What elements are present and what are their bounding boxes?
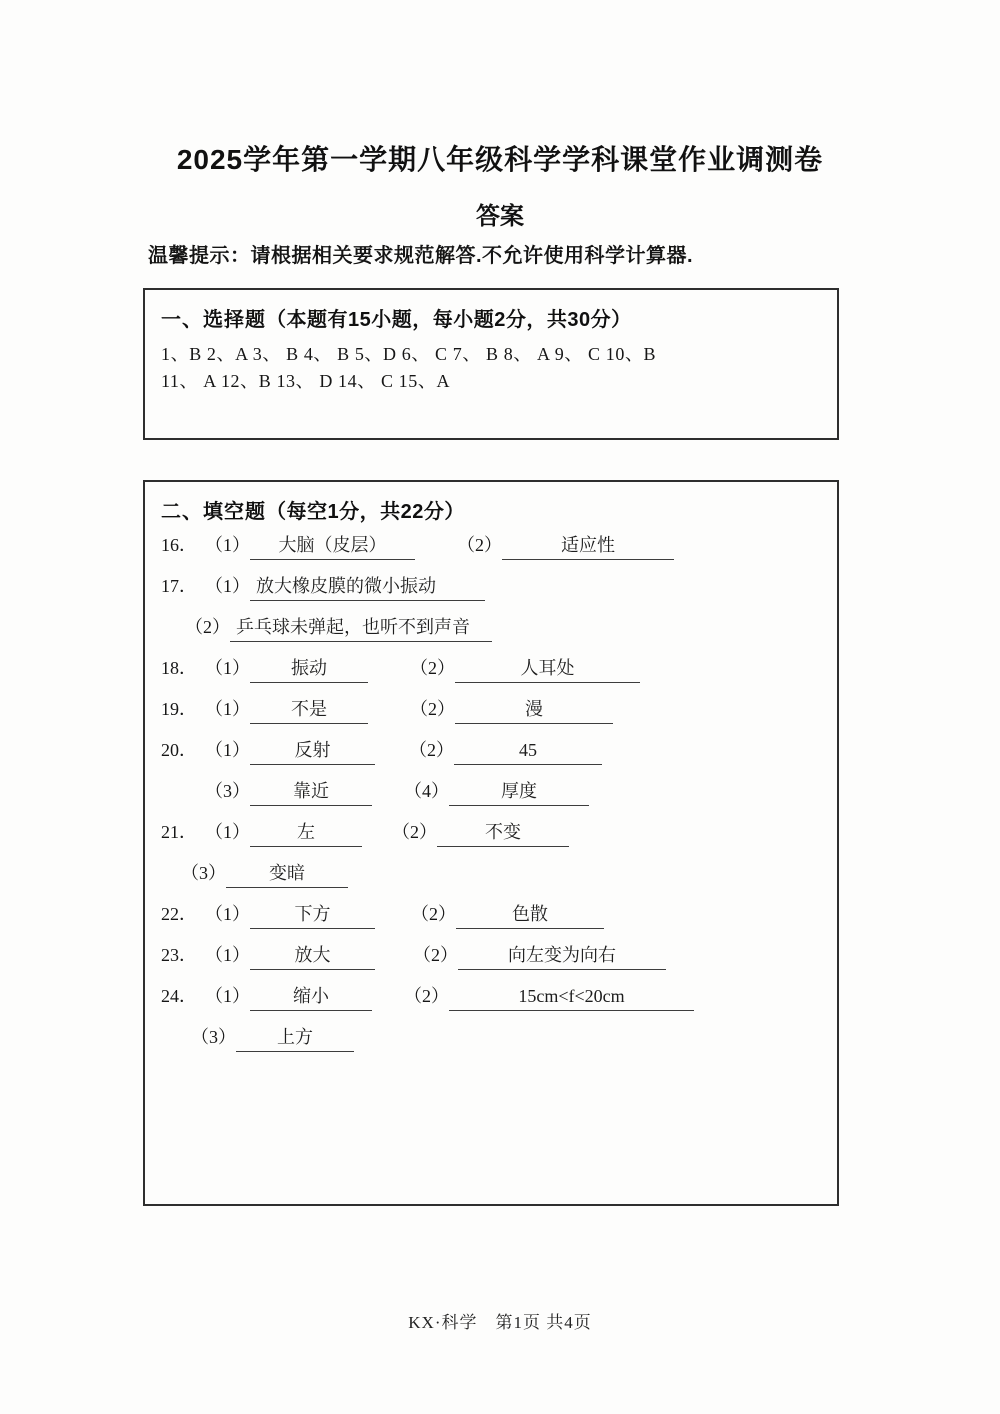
- fill-row-21: [161, 820, 821, 847]
- answer-blank: 人耳处: [455, 656, 640, 683]
- part-label: （1）: [205, 740, 250, 760]
- part-label: （2）: [413, 945, 458, 965]
- choice-section-title: [161, 303, 821, 332]
- part-label: （2）: [411, 904, 456, 924]
- part-label: （3）: [191, 1027, 236, 1047]
- fill-row-20: [161, 738, 821, 765]
- answer-blank: 反射: [250, 738, 375, 765]
- question-number: 20．: [161, 740, 197, 760]
- choice-section-box: [143, 288, 839, 440]
- question-number: 22．: [161, 904, 197, 924]
- part-label: （1）: [205, 822, 250, 842]
- answer-blank: 上方: [236, 1025, 354, 1052]
- part-label: （3）: [205, 781, 250, 801]
- part-label: （2）: [410, 699, 455, 719]
- part-label: （2）: [457, 535, 502, 555]
- question-number: 19．: [161, 699, 197, 719]
- part-label: （1）: [205, 699, 250, 719]
- question-number: 18．: [161, 658, 197, 678]
- part-label: （2）: [185, 617, 230, 637]
- part-label: （2）: [392, 822, 437, 842]
- answer-blank: 左: [250, 820, 362, 847]
- answer-blank: 放大橡皮膜的微小振动: [250, 574, 485, 601]
- answer-blank: 适应性: [502, 533, 674, 560]
- answer-blank: 变暗: [226, 861, 348, 888]
- question-number: 16．: [161, 535, 197, 555]
- answer-blank: 乒乓球未弹起，也听不到声音: [230, 615, 492, 642]
- part-label: （3）: [181, 863, 226, 883]
- part-label: （1）: [205, 945, 250, 965]
- answer-blank: 靠近: [250, 779, 372, 806]
- fill-row-20b: [161, 779, 821, 806]
- fill-row-24b: [161, 1025, 821, 1052]
- hint-text: 温馨提示：请根据相关要求规范解答.不允许使用科学计算器.: [148, 245, 694, 267]
- answer-blank: 向左变为向右: [458, 943, 666, 970]
- doc-title: 2025学年第一学期八年级科学学科课堂作业调测卷: [176, 144, 824, 175]
- fill-row-21b: [161, 861, 821, 888]
- fill-row-23: [161, 943, 821, 970]
- part-label: （2）: [409, 740, 454, 760]
- fill-row-24: [161, 984, 821, 1011]
- fill-row-16: [161, 533, 821, 560]
- part-label: （2）: [410, 658, 455, 678]
- question-number: 21．: [161, 822, 197, 842]
- fill-section-title-bold: 二、填空题: [161, 501, 266, 523]
- question-number: 23．: [161, 945, 197, 965]
- question-number: 24．: [161, 986, 197, 1006]
- fill-row-18: [161, 656, 821, 683]
- part-label: （1）: [205, 535, 250, 555]
- fill-section-title-paren: （每空1分，共22分）: [266, 501, 465, 523]
- answer-blank: 45: [454, 738, 602, 765]
- fill-section-box: [143, 480, 839, 1206]
- part-label: （1）: [205, 658, 250, 678]
- fill-row-17-2: [161, 615, 821, 642]
- answer-blank: 厚度: [449, 779, 589, 806]
- part-label: （4）: [404, 781, 449, 801]
- choice-answers-line-2: 11、 A 12、B 13、 D 14、 C 15、A: [161, 371, 451, 391]
- fill-row-22: [161, 902, 821, 929]
- part-label: （1）: [205, 576, 250, 596]
- answer-blank: 不变: [437, 820, 569, 847]
- fill-row-19: [161, 697, 821, 724]
- answer-blank: 漫: [455, 697, 613, 724]
- fill-section-title: [161, 495, 821, 524]
- part-label: （2）: [404, 986, 449, 1006]
- answer-blank: 色散: [456, 902, 604, 929]
- answer-blank: 下方: [250, 902, 375, 929]
- answer-blank: 振动: [250, 656, 368, 683]
- choice-section-title-bold: 一、选择题: [161, 309, 266, 331]
- question-number: 17．: [161, 576, 197, 596]
- choice-section-title-paren: （本题有15小题，每小题2分，共30分）: [266, 309, 632, 331]
- doc-subtitle: 答案: [476, 203, 524, 230]
- answer-blank: 不是: [250, 697, 368, 724]
- part-label: （1）: [205, 986, 250, 1006]
- fill-row-17-1: [161, 574, 821, 601]
- fill-rows: [161, 533, 821, 1052]
- page-footer: KX·科学 第1页 共4页: [408, 1313, 592, 1332]
- answer-blank: 15cm<f<20cm: [449, 984, 694, 1011]
- answer-blank: 缩小: [250, 984, 372, 1011]
- choice-answers-line-1: 1、B 2、A 3、 B 4、 B 5、D 6、 C 7、 B 8、 A 9、 C 10、B: [161, 344, 657, 364]
- part-label: （1）: [205, 904, 250, 924]
- answer-blank: 大脑（皮层）: [250, 533, 415, 560]
- answer-blank: 放大: [250, 943, 375, 970]
